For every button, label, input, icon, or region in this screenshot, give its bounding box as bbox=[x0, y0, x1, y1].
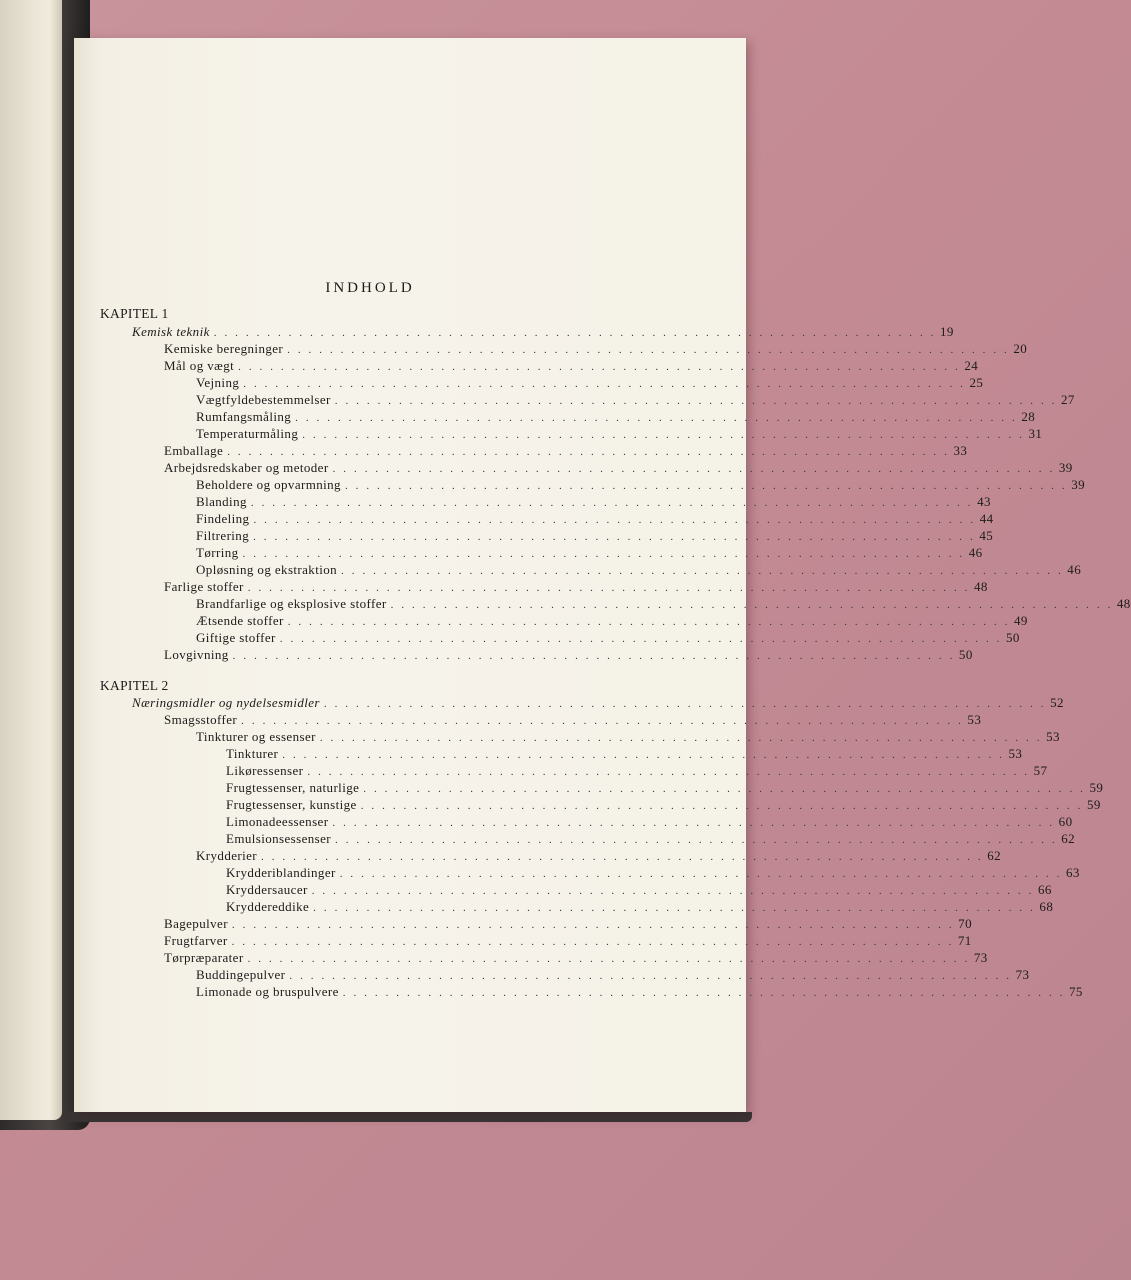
toc-entry bbox=[100, 510, 994, 527]
toc-entry bbox=[100, 578, 988, 595]
toc-entry-title: Tinkturer bbox=[226, 746, 279, 761]
dot-leader: . . . . . . . . . . . . . . . . . . . . . . . . . . . . . . . . . . . . . . . . . . . . . . . . . . . . . . . . . . . . . . . . . . . . bbox=[279, 632, 1003, 645]
toc-page-number: 66 bbox=[1037, 882, 1052, 897]
dot-leader: . . . . . . . . . . . . . . . . . . . . . . . . . . . . . . . . . . . . . . . . . . . . . . . . . . . . . . . . . . . . . . . . . . . . bbox=[282, 749, 1005, 761]
toc-page-number: 50 bbox=[1006, 629, 1020, 645]
toc-entry-title: Arbejdsredskaber og metoder bbox=[164, 459, 329, 475]
dot-leader: . . . . . . . . . . . . . . . . . . . . . . . . . . . . . . . . . . . . . . . . . . . . . . . . . . . . . . . . . . . . . . . . . . . . bbox=[242, 547, 965, 560]
toc-entry bbox=[100, 612, 1028, 629]
toc-page-number: 73 bbox=[1015, 967, 1030, 982]
toc-entry bbox=[100, 813, 1073, 830]
toc-page-number: 49 bbox=[1013, 612, 1028, 628]
dot-leader: . . . . . . . . . . . . . . . . . . . . . . . . . . . . . . . . . . . . . . . . . . . . . . . . . . . . . . . . . . . . . . . . . . . . bbox=[261, 851, 984, 863]
dot-leader: . . . . . . . . . . . . . . . . . . . . . . . . . . . . . . . . . . . . . . . . . . . . . . . . . . . . . . . . . . . . . . . . . . . . bbox=[342, 987, 1066, 999]
toc-entry-title: Mål og vægt bbox=[164, 357, 235, 373]
dot-leader: . . . . . . . . . . . . . . . . . . . . . . . . . . . . . . . . . . . . . . . . . . . . . . . . . . . . . . . . . . . . . . . . . . . . bbox=[323, 698, 1047, 710]
dot-leader: . . . . . . . . . . . . . . . . . . . . . . . . . . . . . . . . . . . . . . . . . . . . . . . . . . . . . . . . . . . . . . . . . . . . bbox=[332, 817, 1055, 829]
toc-entry bbox=[100, 425, 1043, 442]
toc-entry bbox=[100, 476, 1086, 493]
chapter-heading: KAPITEL 2 bbox=[100, 677, 169, 693]
dot-leader: . . . . . . . . . . . . . . . . . . . . . . . . . . . . . . . . . . . . . . . . . . . . . . . . . . . . . . . . . . . . . . . . . . . . bbox=[311, 885, 1034, 897]
dot-leader: . . . . . . . . . . . . . . . . . . . . . . . . . . . . . . . . . . . . . . . . . . . . . . . . . . . . . . . . . . . . . . . . . . . . bbox=[232, 649, 955, 662]
dot-leader: . . . . . . . . . . . . . . . . . . . . . . . . . . . . . . . . . . . . . . . . . . . . . . . . . . . . . . . . . . . . . . . . . . . . bbox=[344, 479, 1068, 492]
toc-page-number: 39 bbox=[1071, 476, 1086, 492]
toc-page-number: 60 bbox=[1058, 814, 1073, 829]
toc-entry bbox=[100, 493, 991, 510]
dot-leader: . . . . . . . . . . . . . . . . . . . . . . . . . . . . . . . . . . . . . . . . . . . . . . . . . . . . . . . . . . . . . . . . . . . . bbox=[241, 715, 964, 727]
toc-page-number: 33 bbox=[953, 442, 968, 458]
toc-entry-title: Bagepulver bbox=[164, 916, 228, 931]
toc-page-number: 43 bbox=[977, 493, 991, 509]
toc-entry bbox=[100, 915, 972, 932]
dot-leader: . . . . . . . . . . . . . . . . . . . . . . . . . . . . . . . . . . . . . . . . . . . . . . . . . . . . . . . . . . . . . . . . . . . . bbox=[253, 530, 976, 543]
toc-page-number: 59 bbox=[1086, 797, 1101, 812]
dot-leader: . . . . . . . . . . . . . . . . . . . . . . . . . . . . . . . . . . . . . . . . . . . . . . . . . . . . . . . . . . . . . . . . . . . . bbox=[360, 800, 1083, 812]
toc-entry-title: Frugtessenser, kunstige bbox=[226, 797, 357, 812]
toc-entry bbox=[100, 694, 1064, 711]
toc-entry bbox=[100, 357, 979, 374]
toc-entry-title: Emballage bbox=[164, 442, 224, 458]
toc-entry-title: Buddingepulver bbox=[196, 967, 286, 982]
toc-entry bbox=[100, 459, 1073, 476]
toc-page-number: 27 bbox=[1061, 391, 1075, 407]
chapter-gap bbox=[100, 663, 600, 677]
toc-page-number: 53 bbox=[967, 712, 982, 727]
toc-page-number: 31 bbox=[1028, 425, 1043, 441]
toc-page-number: 73 bbox=[973, 950, 988, 965]
dot-leader: . . . . . . . . . . . . . . . . . . . . . . . . . . . . . . . . . . . . . . . . . . . . . . . . . . . . . . . . . . . . . . . . . . . . bbox=[243, 377, 966, 390]
table-of-contents bbox=[100, 280, 1131, 1000]
toc-entry-title: Rumfangsmåling bbox=[196, 408, 292, 424]
toc-entry bbox=[100, 966, 1030, 983]
toc-entry-title: Likøressenser bbox=[226, 763, 304, 778]
toc-entry-title: Brandfarlige og eksplosive stoffer bbox=[196, 595, 387, 611]
toc-entry-title: Frugtfarver bbox=[164, 933, 228, 948]
toc-page-number: 44 bbox=[979, 510, 994, 526]
toc-entry bbox=[100, 374, 984, 391]
toc-page-number: 46 bbox=[1067, 561, 1082, 577]
dot-leader: . . . . . . . . . . . . . . . . . . . . . . . . . . . . . . . . . . . . . . . . . . . . . . . . . . . . . . . . . . . . . . . . . . . . bbox=[250, 496, 974, 509]
left-page-edge bbox=[0, 0, 62, 1120]
dot-leader: . . . . . . . . . . . . . . . . . . . . . . . . . . . . . . . . . . . . . . . . . . . . . . . . . . . . . . . . . . . . . . . . . . . . bbox=[363, 783, 1086, 795]
dot-leader: . . . . . . . . . . . . . . . . . . . . . . . . . . . . . . . . . . . . . . . . . . . . . . . . . . . . . . . . . . . . . . . . . . . . bbox=[231, 936, 954, 948]
toc-entry-title: Blanding bbox=[196, 493, 247, 509]
toc-entry bbox=[100, 629, 1020, 646]
toc-entry bbox=[100, 830, 1076, 847]
dot-leader: . . . . . . . . . . . . . . . . . . . . . . . . . . . . . . . . . . . . . . . . . . . . . . . . . . . . . . . . . . . . . . . . . . . . bbox=[341, 564, 1064, 577]
dot-leader: . . . . . . . . . . . . . . . . . . . . . . . . . . . . . . . . . . . . . . . . . . . . . . . . . . . . . . . . . . . . . . . . . . . . bbox=[313, 902, 1036, 914]
dot-leader: . . . . . . . . . . . . . . . . . . . . . . . . . . . . . . . . . . . . . . . . . . . . . . . . . . . . . . . . . . . . . . . . . . . . bbox=[227, 445, 950, 458]
toc-page-number: 62 bbox=[1061, 831, 1076, 846]
toc-entry-title: Filtrering bbox=[196, 527, 250, 543]
toc-page-number: 28 bbox=[1021, 408, 1036, 424]
toc-page-number: 70 bbox=[958, 916, 972, 931]
toc-page-number: 53 bbox=[1046, 729, 1060, 744]
toc-entry-title: Limonade og bruspulvere bbox=[196, 984, 339, 999]
toc-page-number: 46 bbox=[968, 544, 983, 560]
dot-leader: . . . . . . . . . . . . . . . . . . . . . . . . . . . . . . . . . . . . . . . . . . . . . . . . . . . . . . . . . . . . . . . . . . . . bbox=[334, 394, 1058, 407]
toc-entry bbox=[100, 711, 982, 728]
dot-leader: . . . . . . . . . . . . . . . . . . . . . . . . . . . . . . . . . . . . . . . . . . . . . . . . . . . . . . . . . . . . . . . . . . . . bbox=[390, 598, 1113, 611]
toc-entry bbox=[100, 762, 1048, 779]
toc-entry-title: Tørpræparater bbox=[164, 950, 244, 965]
toc-entry bbox=[100, 340, 1028, 357]
dot-leader: . . . . . . . . . . . . . . . . . . . . . . . . . . . . . . . . . . . . . . . . . . . . . . . . . . . . . . . . . . . . . . . . . . . . bbox=[238, 360, 961, 373]
toc-entry bbox=[100, 847, 1002, 864]
dot-leader: . . . . . . . . . . . . . . . . . . . . . . . . . . . . . . . . . . . . . . . . . . . . . . . . . . . . . . . . . . . . . . . . . . . . bbox=[289, 970, 1012, 982]
dot-leader: . . . . . . . . . . . . . . . . . . . . . . . . . . . . . . . . . . . . . . . . . . . . . . . . . . . . . . . . . . . . . . . . . . . . bbox=[213, 326, 937, 339]
toc-entry-title: Kryddersaucer bbox=[226, 882, 308, 897]
dot-leader: . . . . . . . . . . . . . . . . . . . . . . . . . . . . . . . . . . . . . . . . . . . . . . . . . . . . . . . . . . . . . . . . . . . . bbox=[307, 766, 1030, 778]
dot-leader: . . . . . . . . . . . . . . . . . . . . . . . . . . . . . . . . . . . . . . . . . . . . . . . . . . . . . . . . . . . . . . . . . . . . bbox=[247, 953, 970, 965]
toc-page-number: 57 bbox=[1033, 763, 1048, 778]
toc-page-number: 48 bbox=[974, 578, 988, 594]
toc-entry bbox=[100, 983, 1083, 1000]
toc-entry bbox=[100, 544, 983, 561]
toc-entry-title: Kemiske beregninger bbox=[164, 340, 284, 356]
dot-leader: . . . . . . . . . . . . . . . . . . . . . . . . . . . . . . . . . . . . . . . . . . . . . . . . . . . . . . . . . . . . . . . . . . . . bbox=[335, 834, 1058, 846]
toc-entry-title: Emulsionsessenser bbox=[226, 831, 332, 846]
toc-entry bbox=[100, 881, 1052, 898]
dot-leader: . . . . . . . . . . . . . . . . . . . . . . . . . . . . . . . . . . . . . . . . . . . . . . . . . . . . . . . . . . . . . . . . . . . . bbox=[295, 411, 1018, 424]
toc-entry bbox=[100, 391, 1075, 408]
toc-title: INDHOLD bbox=[325, 280, 415, 296]
toc-page-number: 62 bbox=[987, 848, 1002, 863]
dot-leader: . . . . . . . . . . . . . . . . . . . . . . . . . . . . . . . . . . . . . . . . . . . . . . . . . . . . . . . . . . . . . . . . . . . . bbox=[231, 919, 955, 931]
toc-page-number: 59 bbox=[1089, 780, 1104, 795]
toc-page-number: 20 bbox=[1013, 340, 1028, 356]
toc-entry-title: Tinkturer og essenser bbox=[196, 729, 316, 744]
toc-page-number: 39 bbox=[1058, 459, 1073, 475]
toc-entry-title: Vejning bbox=[196, 374, 240, 390]
toc-entry-title: Vægtfyldebestemmelser bbox=[196, 391, 331, 407]
toc-page-number: 24 bbox=[964, 357, 979, 373]
toc-page-number: 25 bbox=[969, 374, 984, 390]
toc-entry-title: Giftige stoffer bbox=[196, 629, 276, 645]
toc-page-number: 68 bbox=[1039, 899, 1054, 914]
dot-leader: . . . . . . . . . . . . . . . . . . . . . . . . . . . . . . . . . . . . . . . . . . . . . . . . . . . . . . . . . . . . . . . . . . . . bbox=[319, 732, 1043, 744]
toc-entry-title: Findeling bbox=[196, 510, 250, 526]
toc-page-number: 52 bbox=[1050, 695, 1064, 710]
toc-entry bbox=[100, 796, 1101, 813]
toc-entry-title: Kryddereddike bbox=[226, 899, 310, 914]
toc-page-number: 48 bbox=[1116, 595, 1131, 611]
toc-entry bbox=[100, 561, 1082, 578]
toc-entry bbox=[100, 595, 1131, 612]
toc-entry-title: Kemisk teknik bbox=[132, 323, 210, 339]
dot-leader: . . . . . . . . . . . . . . . . . . . . . . . . . . . . . . . . . . . . . . . . . . . . . . . . . . . . . . . . . . . . . . . . . . . . bbox=[287, 343, 1010, 356]
toc-entry-title: Frugtessenser, naturlige bbox=[226, 780, 360, 795]
toc-entry bbox=[100, 779, 1104, 796]
toc-entry bbox=[100, 932, 972, 949]
toc-entry bbox=[100, 408, 1036, 425]
toc-page-number: 45 bbox=[979, 527, 994, 543]
toc-entry bbox=[100, 646, 973, 663]
toc-entry-title: Limonadeessenser bbox=[226, 814, 329, 829]
toc-entry bbox=[100, 323, 954, 340]
toc-entry-title: Lovgivning bbox=[164, 646, 229, 662]
toc-page-number: 71 bbox=[957, 933, 972, 948]
toc-page-number: 75 bbox=[1069, 984, 1083, 999]
dot-leader: . . . . . . . . . . . . . . . . . . . . . . . . . . . . . . . . . . . . . . . . . . . . . . . . . . . . . . . . . . . . . . . . . . . . bbox=[332, 462, 1055, 475]
toc-entry bbox=[100, 527, 994, 544]
chapter-heading: KAPITEL 1 bbox=[100, 306, 169, 321]
toc-entry-title: Temperaturmåling bbox=[196, 425, 299, 441]
toc-entry-title: Ætsende stoffer bbox=[196, 612, 284, 628]
toc-entry-title: Smagsstoffer bbox=[164, 712, 238, 727]
toc-body bbox=[100, 305, 1131, 1000]
book-cover-edge bbox=[62, 1112, 752, 1122]
toc-page-number: 63 bbox=[1065, 865, 1080, 880]
toc-entry bbox=[100, 745, 1023, 762]
dot-leader: . . . . . . . . . . . . . . . . . . . . . . . . . . . . . . . . . . . . . . . . . . . . . . . . . . . . . . . . . . . . . . . . . . . . bbox=[287, 615, 1010, 628]
toc-entry-title: Beholdere og opvarmning bbox=[196, 476, 341, 492]
dot-leader: . . . . . . . . . . . . . . . . . . . . . . . . . . . . . . . . . . . . . . . . . . . . . . . . . . . . . . . . . . . . . . . . . . . . bbox=[253, 513, 976, 526]
toc-entry bbox=[100, 728, 1060, 745]
dot-leader: . . . . . . . . . . . . . . . . . . . . . . . . . . . . . . . . . . . . . . . . . . . . . . . . . . . . . . . . . . . . . . . . . . . . bbox=[339, 868, 1062, 880]
toc-entry bbox=[100, 442, 968, 459]
dot-leader: . . . . . . . . . . . . . . . . . . . . . . . . . . . . . . . . . . . . . . . . . . . . . . . . . . . . . . . . . . . . . . . . . . . . bbox=[247, 581, 971, 594]
toc-entry-title: Tørring bbox=[196, 544, 239, 560]
dot-leader: . . . . . . . . . . . . . . . . . . . . . . . . . . . . . . . . . . . . . . . . . . . . . . . . . . . . . . . . . . . . . . . . . . . . bbox=[302, 428, 1025, 441]
toc-entry bbox=[100, 898, 1054, 915]
toc-page-number: 53 bbox=[1008, 746, 1023, 761]
toc-page-number: 50 bbox=[958, 646, 973, 662]
toc-page-number: 19 bbox=[940, 323, 954, 339]
toc-entry-title: Krydderier bbox=[196, 848, 258, 863]
toc-entry-title: Farlige stoffer bbox=[164, 578, 244, 594]
toc-entry bbox=[100, 949, 988, 966]
toc-entry-title: Opløsning og ekstraktion bbox=[196, 561, 338, 577]
toc-entry-title: Krydderiblandinger bbox=[226, 865, 336, 880]
toc-entry-title: Næringsmidler og nydelsesmidler bbox=[132, 695, 320, 710]
toc-entry bbox=[100, 864, 1080, 881]
